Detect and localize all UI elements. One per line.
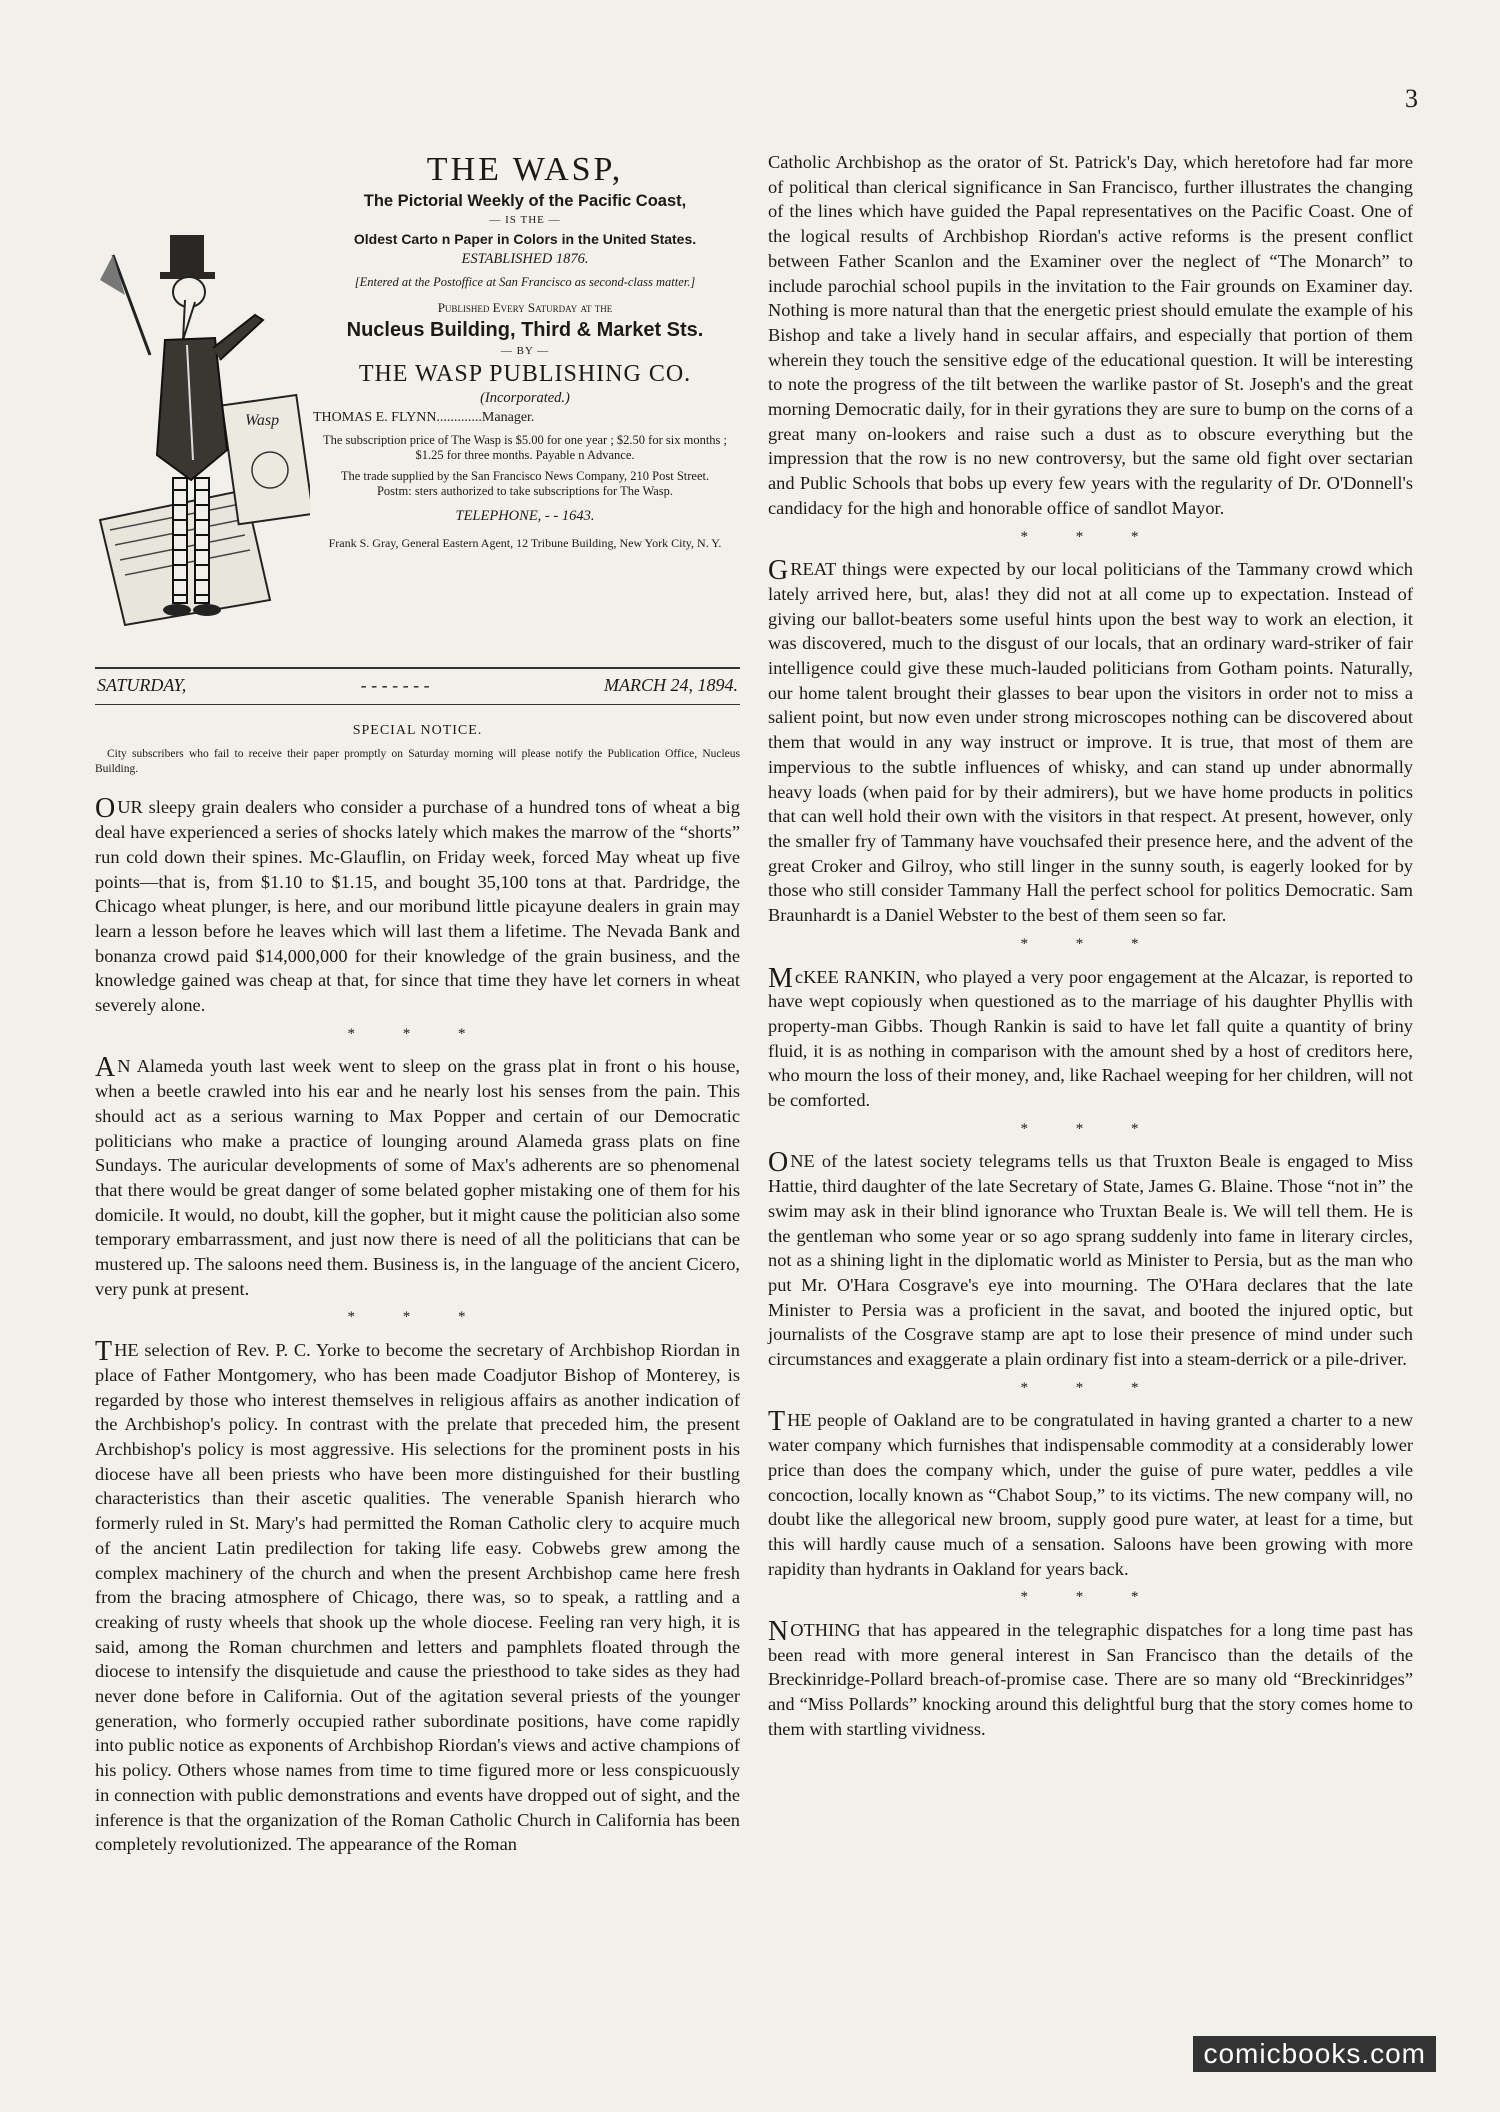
article-tammany <box>768 557 1413 928</box>
article-breckinridge <box>768 1618 1413 1742</box>
svg-text:Wasp: Wasp <box>245 412 280 429</box>
site-watermark: comicbooks.com <box>1193 2036 1436 2072</box>
masthead-text <box>310 150 740 551</box>
section-divider: * * * <box>1020 1589 1161 1606</box>
article-text: HE people of Oakland are to be congratulated in having granted a charter to a new water company which furnishes that indispensable commodity at a considerably lower price than does the company which, under the guise of pure water, peddles a vile concoction, locally known as “Chabot Soup,” to its victims. The new company will, no doubt like the allegorical new broom, supply good pure water, at least for a time, but this will hardly cause much of a sensation. Saloons have been growing with more rapidity than hydrants in Oakland for years back. <box>768 1410 1413 1579</box>
dateline-day: SATURDAY, <box>97 675 187 695</box>
drop-cap: G <box>768 555 789 587</box>
drop-cap: M <box>768 962 793 994</box>
masthead-building: Nucleus Building, Third & Market Sts. <box>346 319 704 341</box>
drop-cap: T <box>768 1406 786 1438</box>
article-archbishop-continued <box>768 150 1413 521</box>
masthead-manager: THOMAS E. FLYNN.............Manager. <box>313 410 535 425</box>
masthead-is-the: — IS THE — <box>489 214 561 226</box>
article-text: REAT things were expected by our local politicians of the Tammany crowd which lately arrived here, but, alas! they did not at all come up to expectation. Instead of giving our ballot-beaters some useful hints upon the best way to work an election, it was discovered, much to the disgust of our locals, that an ordinary ward-striker of fair intelligence could give these much-lauded politicians from Gotham points. Naturally, our home talent brought their glasses to bear upon the visitors in order not to miss a salient point, but now even under strong microscopes nothing can be discovered about them that would in any way instruct or improve. It is true, that most of them are impervious to the subtle influences of whisky, and can stand up under abnormally heavy loads (when paid for by their admirers), but we have home products in politics that can well hold their own with the visitors in that respect. At present, however, only the smaller fry of Tammany have vouchsafed their presence here, and the advent of the great Croker and Gilroy, who still linger in the sunny south, is eagerly looked for by those who still consider Tammany Hall the perfect school for politics Democratic. Sam Braunhardt is a Daniel Webster to the best of them seen so far. <box>768 559 1413 926</box>
article-text: N Alameda youth last week went to sleep on the grass plat in front o his house, when a beetle crawled into his ear and he nearly lost his senses from the pain. This should act as a serious warning to Max Popper and certain of our Democratic politicians who make a practice of lounging around Alameda grass plats on fine Sundays. The auricular developments of some of Max's adherents are so phenomenal that there would be great danger of some belated gopher mistaking one of them for his domicile. It would, no doubt, kill the gopher, but it might cause the politician also some temporary embarrassment, and just now there is need of all the politicians that can be mustered up. The saloons need them. Business is, in the language of the ancient Cicero, very punk at present. <box>95 1056 740 1299</box>
drop-cap: N <box>768 1616 789 1648</box>
article-text: UR sleepy grain dealers who consider a purchase of a hundred tons of wheat a big deal have experienced a series of shocks lately which makes the marrow of the “shorts” run cold down their spines. Mc-Glauflin, on Friday week, forced May wheat up five points—that is, from $1.10 to $1.15, and bought 35,100 tons at that. Pardridge, the Chicago wheat plunger, is here, and our moribund little picayune dealers in grain may learn a lesson before he leaves which will last them a lifetime. The Nevada Bank and bonanza crowd paid $14,000,000 for their knowledge of the grain business, and the knowledge gained was cheap at that, for since that time they have let corners in wheat severely alone. <box>95 797 740 1016</box>
notice-body: City subscribers who fail to receive their paper promptly on Saturday morning will please notify the Publication Office, Nucleus Building. <box>95 748 740 776</box>
left-column <box>95 150 740 1857</box>
dateline-date: MARCH 24, 1894. <box>603 675 738 695</box>
article-text: HE selection of Rev. P. C. Yorke to become the secretary of Archbishop Riordan in place of Father Montgomery, who has been made Coadjutor Bishop of Monterey, is regarded by those who interest themselves in religious affairs as another indication of the Archbishop's policy. In contrast with the prelate that preceded him, the present Archbishop's policy is most aggressive. His selections for the prominent posts in his diocese have all been priests who have been more distinguished for their bustling characteristics than their ascetic qualities. The venerable Spanish hierarch who formerly ruled in St. Mary's had permitted the Roman Catholic clery to acquire much of the ancient Latin predilection for taking life easy. Cobwebs grew among the complex machinery of the church and when the present Archbishop came here fresh from the bracing atmosphere of Chicago, there was, so to speak, a rattling and a creaking of rusty wheels that shook up the whole diocese. Feeling ran very high, it is said, among the Roman churchmen and letters and pamphlets floated through the diocese to intensify the disquietude and cause the priesthood to take sides as they had never done before in California. Out of the agitation several priests of the younger generation, who formerly occupied rather subordinate positions, have come rapidly into public notice as exponents of Archbishop Riordan's views and active champions of his policy. Others whose names from time to time figured more or less conspicuously in connection with public demonstrations and events have dropped out of sight, and the inference is that the organization of the Roman Catholic Church in California has been completely revolutionized. The appearance of the Roman <box>95 1340 740 1855</box>
article-beale <box>768 1149 1413 1371</box>
masthead-entered: [Entered at the Postoffice at San Francisco as second-class matter.] <box>354 275 696 289</box>
masthead-by: — BY — <box>500 345 550 357</box>
article-yorke <box>95 1338 740 1857</box>
masthead <box>95 150 740 655</box>
section-divider: * * * <box>1020 528 1161 545</box>
masthead-oldest: Oldest Carto n Paper in Colors in the United States. <box>353 231 697 247</box>
masthead-subtitle: The Pictorial Weekly of the Pacific Coast, <box>363 192 687 210</box>
section-divider: * * * <box>347 1309 488 1326</box>
drop-cap: O <box>768 1147 789 1179</box>
dateline <box>95 667 740 705</box>
masthead-illustration <box>95 220 310 630</box>
article-text: OTHING that has appeared in the telegraphic dispatches for a long time past has been read with more general interest in San Francisco than the details of the Breckinridge-Pollard breach-of-promise case. There are so many old “Breckinridges” and “Miss Pollards” knocking around this delightful burg that the story comes home to them with startling vividness. <box>768 1620 1413 1739</box>
drop-cap: T <box>95 1336 113 1368</box>
article-text: NE of the latest society telegrams tells us that Truxton Beale is engaged to Miss Hattie, third daughter of the late Secretary of State, James G. Blaine. Those “not in” the swim may ask in their blind ignorance who Truxtan Beale is. We will tell them. He is the gentleman who some year or so ago sprang suddenly into fame in literary circles, not as a shining light in the diplomatic world as Minister to Persia, but as the man who put Mr. O'Hara Cosgrave's eye into mourning. The O'Hara declares that the late Minister to Persia was a proficient in the savat, and booted the injured optic, but journalists of the Cosgrave stamp are apt to lose their presence of mind under such circumstances and exaggerate a plain ordinary fist into a steam-derrick or a pile-driver. <box>768 1151 1413 1370</box>
page-number: 3 <box>1405 84 1418 113</box>
dateline-dashes: - - - - - - - <box>360 675 430 695</box>
masthead-publisher: THE WASP PUBLISHING CO. <box>358 361 692 387</box>
masthead-agent: Frank S. Gray, General Eastern Agent, 12 Tribune Building, New York City, N. Y. <box>328 536 722 550</box>
section-divider: * * * <box>1020 1379 1161 1396</box>
article-rankin <box>768 962 1413 1113</box>
article-text: cKEE RANKIN, who played a very poor engagement at the Alcazar, is reported to have wept copiously when questioned as to the marriage of his daughter Phyllis with property-man Gibbs. Though Rankin is said to have let fall quite a quantity of briny fluid, it is as nothing in comparison with the amount shed by a host of creditors here, who mourn the loss of their money, and, like Rachael weeping for her children, will not be comforted. <box>768 966 1413 1111</box>
article-grain <box>95 795 740 1017</box>
masthead-subscription: The subscription price of The Wasp is $5.00 for one year ; $2.50 for six months ; $1.25 for three months. Payable n Advance. <box>322 433 728 462</box>
drop-cap: A <box>95 1052 116 1084</box>
article-oakland-water <box>768 1408 1413 1581</box>
article-text: Catholic Archbishop as the orator of St. Patrick's Day, which heretofore had far more of political than clerical significance in San Francisco, further illustrates the changing of the lines which have guided the Papal representatives on the Pacific Coast. One of the logical results of Archbishop Riordan's active reforms is the present conflict between Father Scanlon and the Examiner over the neglect of “The Monarch” to include parochial school pupils in the invitation to the Fair grounds on Examiner day. Nothing is more natural than that the energetic priest should emulate the example of his Bishop and take a lively hand in secular affairs, and especially that portion of them wherein they touch the sensitive edge of the educational question. It will be interesting to note the progress of the tilt between the warlike pastor of St. Joseph's and the great morning Democratic daily, for in their gyrations they are sure to bump on the corns of a great many on-lookers and raise such a dust as to obscure everything but the impression that the row is no new controversy, but the same old fight over sectarian and Public Schools that bobs up every few years with the regularity of Dr. O'Donnell's candidacy for the high and honorable office of sandlot Mayor. <box>768 152 1413 518</box>
masthead-published: Published Every Saturday at the <box>437 300 613 315</box>
article-alameda <box>95 1054 740 1301</box>
masthead-trade: The trade supplied by the San Francisco News Company, 210 Post Street. <box>340 469 710 483</box>
masthead-established: ESTABLISHED 1876. <box>461 251 589 267</box>
drop-cap: O <box>95 793 116 825</box>
section-divider: * * * <box>347 1025 488 1042</box>
section-divider: * * * <box>1020 1120 1161 1137</box>
masthead-postmasters: Postm: sters authorized to take subscriptions for The Wasp. <box>376 484 674 498</box>
masthead-incorporated: (Incorporated.) <box>480 390 570 406</box>
masthead-telephone: TELEPHONE, - - 1643. <box>455 508 595 524</box>
section-divider: * * * <box>1020 935 1161 952</box>
notice-title: SPECIAL NOTICE. <box>352 722 483 738</box>
masthead-title: THE WASP, <box>426 151 624 188</box>
right-column <box>768 150 1413 1742</box>
